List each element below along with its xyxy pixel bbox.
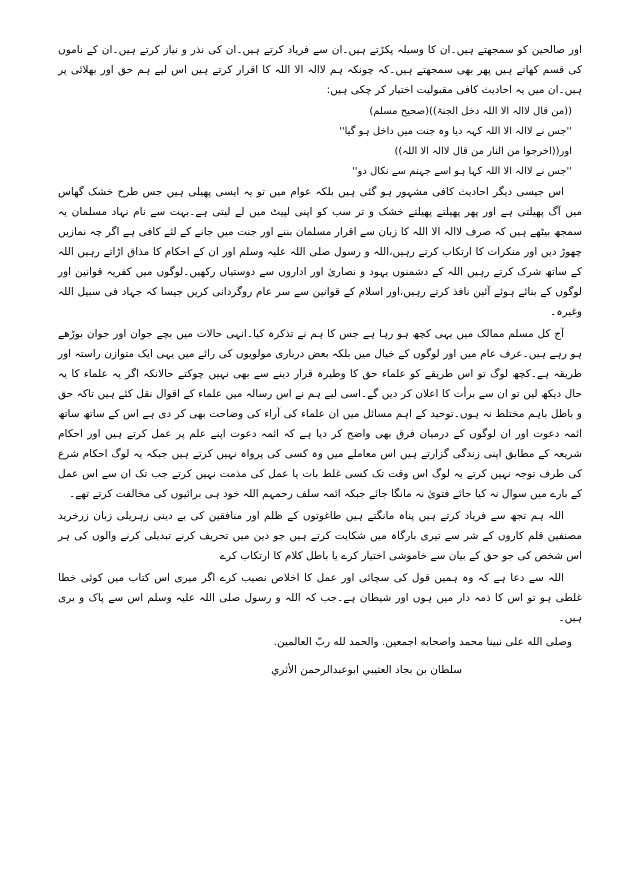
document-page [58,40,582,680]
supplication-paragraph: اللہ ہم تجھ سے فریاد کرتے ہیں پناہ مانگتے ہیں طاغوتوں کے ظلم اور منافقین کی بے دینی زہریلی زبان زرخرید مصنفین قلم کاروں کے شر سے تیری بارگاہ میں شکایت کرتے ہیں جو دین میں تحریف کرنے تبدیلی کرنے والوں کی ہر اس شخص کی جو حق کے بیان سے خاموشی اختیار کرے یا باطل کلام کا ارتکاب کرے [58,510,582,562]
hadith-quote-translation-1: ''جس نے لاالہ الا اللہ کہہ دیا وہ جنت میں داخل ہو گیا'' [339,126,572,137]
hadith-quote-arabic-1: ((من قال لاالہ الا اللہ دخل الجنۃ))(صحیح مسلم) [369,106,572,117]
hadith-quote-arabic-2: اور((اخرجوا من النار من قال لاالہ الا اللہ)) [394,146,572,157]
closing-line: وصلى الله على نبينا محمد واصحابه اجمعين. والحمد لله ربّ العالمين. [273,636,572,648]
hadith-quote-translation-2: ''جس نے لاالہ الا اللہ کہا ہو اسے جہنم سے نکال دو'' [352,166,572,177]
prayer-paragraph: اللہ سے دعا ہے کہ وہ ہمیں قول کی سچائی اور عمل کا اخلاص نصیب کرے اگر میری اس کتاب میں کوئی خطا غلطی ہو تو اس کا ذمہ دار میں ہوں اور شیطان ہے۔جب کہ اللہ و رسول صلی اللہ علیہ وسلم اس سے پاک و بری ہیں۔ [58,572,582,624]
author-signature: سلطان بن بجاد العتيبي ابوعبدالرحمن الأثري [271,664,462,676]
body-paragraph-2: آج کل مسلم ممالک میں یہی کچھ ہو رہا ہے جس کا ہم نے تذکرہ کیا۔انہی حالات میں بچے جوان اور جوان بوڑھے ہو رہے ہیں۔عرف عام میں اور لوگوں کے خیال میں بلکہ بعض درباری مولویوں کی رائے میں یہی ایک متوازن راستہ اور طریقہ ہے۔کچھ لوگ تو اس طریقے کو علماء حق کا وطیرہ قرار دینے سے بھی نہیں چوکتے حالانکہ اگر یہ علماء کا یہ حال دیکھ لیں تو ان سے برأت کا اعلان کر دیں گے۔اسی لیے ہم نے اس رسالہ میں علماء کے اقوال نقل کئے ہیں تاکہ حق و باطل باہم مختلط نہ ہوں۔توحید کے اہم مسائل میں ان علماء کی آراء کی وضاحت بھی کر دی ہے اس کے ساتھ ساتھ ائمہ دعوت اور ان لوگوں کے درمیان فرق بھی واضح کر دیا ہے کہ ائمہ دعوت اپنے علم پر عمل کرتے ہیں اور احکام شریعہ کے مطابق اپنی زندگی گزارتے ہیں اس معاملے میں وہ کسی کی پرواہ نہیں کرتے ہیں جبکہ یہ لوگ احکام شرع کی طرف توجہ نہیں کرتے یہ لوگ اس وقت تک کسی غلط بات یا عمل کی مذمت نہیں کرتے جب تک ان سے اس عمل کے بارے میں سوال نہ کیا جائے فتویٰ نہ مانگا جائے جبکہ ائمہ سلف رحمہم اللہ خود ہی برائیوں کی مخالفت کرتے تھے۔ [58,328,582,500]
body-paragraph-1: اس جیسی دیگر احادیث کافی مشہور ہو گئی ہیں بلکہ عوام میں تو یہ ایسی پھیلی ہیں جس طرح خشک گھاس میں آگ پھیلتی ہے اور پھر پھیلتے پھیلتے خشک و تر سب کو اپنی لپیٹ میں لے لیتی ہے۔بہت سے نام نہاد مسلمان یہ سمجھ بیٹھے ہیں کہ صرف لاالہ الا اللہ کا زبان سے اقرار مسلمان بننے اور جنت میں جانے کے لئے کافی ہے اگر چہ نمازیں چھوڑ دیں اور منکرات کا ارتکاب کرتے رہیں،اللہ و رسول صلی اللہ علیہ وسلم اور ان کے احکام کا مذاق اڑاتے رہیں اللہ کے ساتھ شرک کرتے رہیں اللہ کے دشمنوں یہود و نصاریٰ اور اداروں سے دوستیاں رکھیں۔لوگوں میں کفریہ قوانین اور لوگوں کے بنائے ہوئے آئین نافذ کرتے رہیں،اور اسلام کے قوانین سے سر عام روگردانی کریں جیسا کہ جہاد فی سبیل اللہ وغیرہ۔ [58,186,582,318]
intro-paragraph: اور صالحین کو سمجھتے ہیں۔ان کا وسیلہ پکڑتے ہیں۔ان سے فریاد کرتے ہیں۔ان کی نذر و نیاز کرتے ہیں۔ان کے ناموں کی قسم کھاتے ہیں پھر بھی سمجھتے ہیں۔کہ چونکہ ہم لاالہ الا اللہ کا اقرار کرتے ہیں اس لیے ہم حق اور بھلائی پر ہیں۔ان میں یہ احادیث کافی مقبولیت اختیار کر چکی ہیں: [58,44,582,96]
